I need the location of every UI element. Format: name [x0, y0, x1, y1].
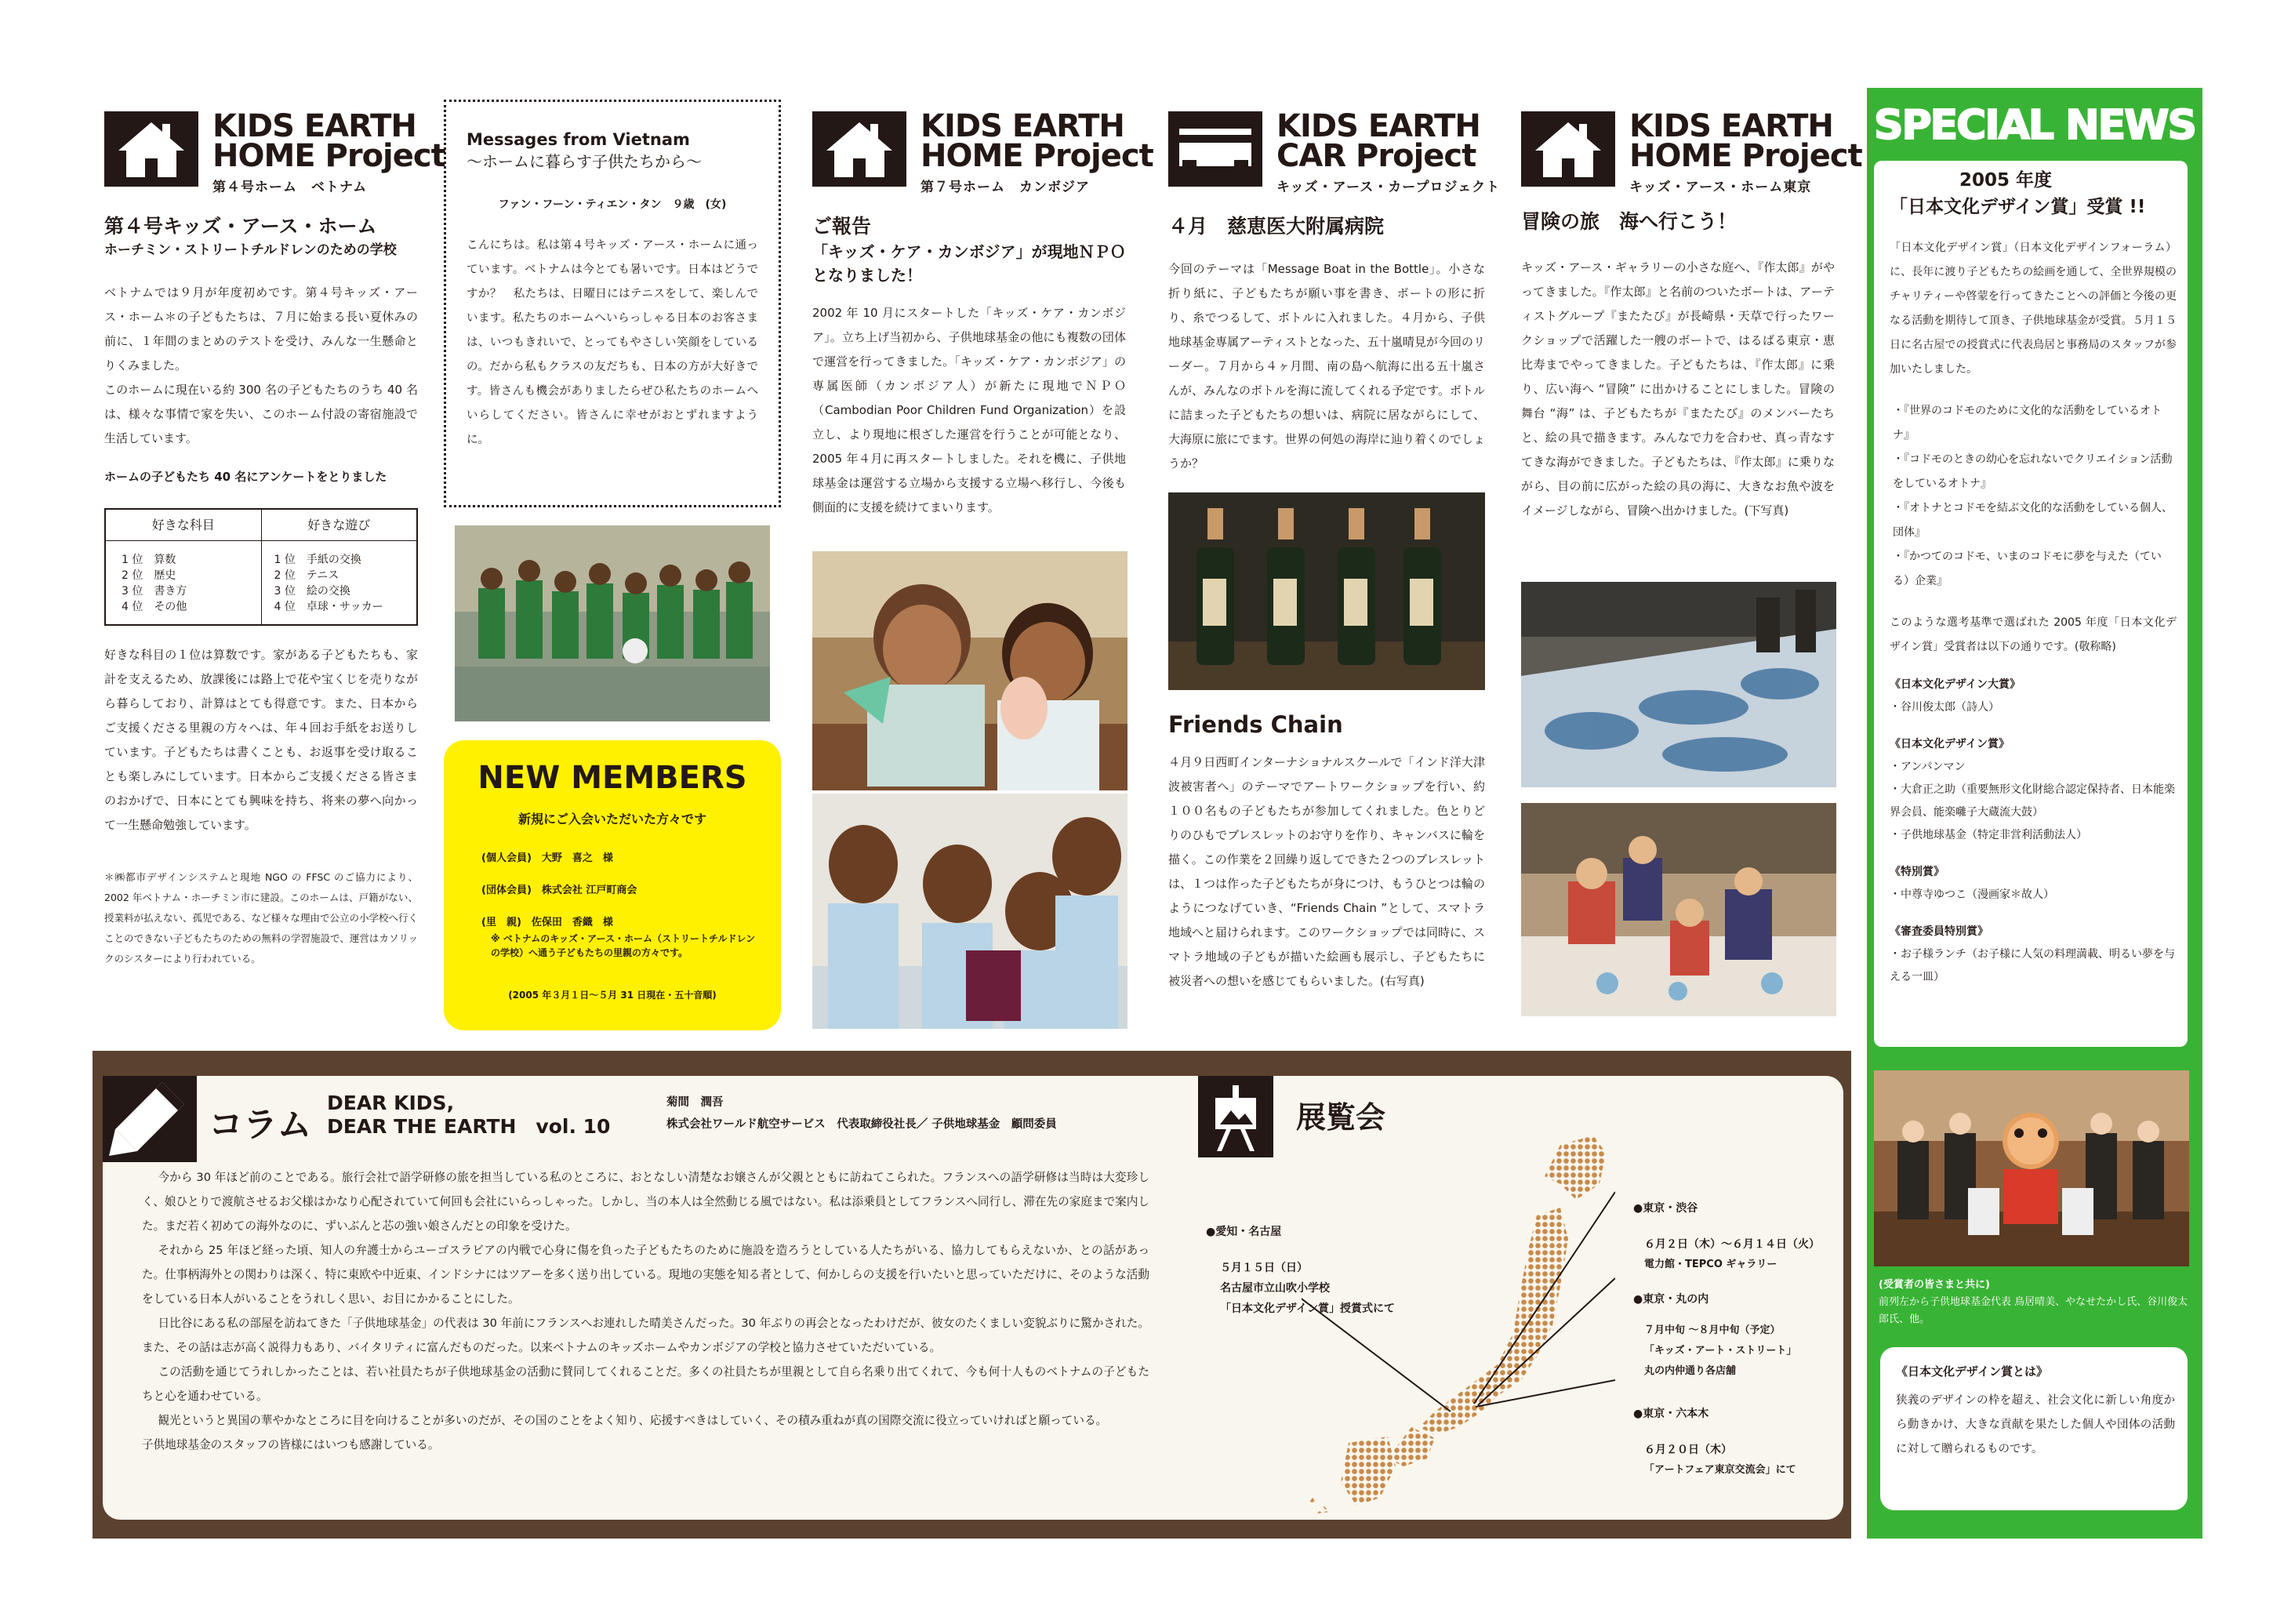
new-members-subtitle: 新規にご入会いただいた方々です — [517, 812, 706, 827]
car-icon — [1168, 111, 1262, 187]
table-cell: 4 位 卓球・サッカー — [274, 601, 383, 613]
exhibition-venue: 名古屋市立山吹小学校 — [1220, 1282, 1330, 1295]
member-note: ※ ベトナムのキッズ・アース・ホーム（ストリートチルドレンの学校）へ通う子どもたちの里親の方々です。 — [491, 933, 756, 958]
messages-subtitle: ～ホームに暮らす子供たちから～ — [467, 152, 702, 171]
easel-icon — [1198, 1076, 1273, 1157]
header-line1: KIDS EARTH — [1629, 108, 1833, 144]
award-winner: ・お子様ランチ（お子様に人気の料理満載、明るい夢を与える一皿） — [1890, 948, 2175, 983]
column-title-line1: DEAR KIDS, — [327, 1092, 455, 1114]
award-about-title: 《日本文化デザイン賞とは》 — [1896, 1364, 2048, 1379]
house-icon — [104, 111, 198, 187]
award-winner: ・大倉正之助（重要無形文化財総合認定保持者、日本能楽界会員、能楽囃子大蔵流大鼓） — [1890, 783, 2175, 819]
special-news-banner: SPECIAL NEWS — [1874, 102, 2195, 149]
photo-caption-head: (受賞者の皆さまと共に) — [1879, 1279, 1990, 1291]
survey-title: ホームの子どもたち 40 名にアンケートをとりました — [104, 470, 387, 484]
sea-painting-photo — [1521, 582, 1836, 787]
header-line2: CAR Project — [1276, 138, 1476, 174]
header-line1: KIDS EARTH — [1276, 108, 1480, 144]
friends-chain-title: Friends Chain — [1168, 711, 1343, 738]
tokyo-article — [1521, 209, 1835, 523]
member-line: (里 親) 佐保田 香織 様 — [481, 917, 613, 928]
table-cell: 4 位 その他 — [122, 601, 187, 613]
body-text: このホームに現在いる約 300 名の子どもたちのうち 40 名は、様々な事情で家を失い、このホーム付設の寄宿施設で生活しています。 — [104, 383, 418, 445]
award-category: 《特別賞》 — [1890, 866, 1944, 878]
award-title: 「日本文化デザイン賞」受賞 !! — [1890, 197, 2146, 217]
house-icon — [1521, 111, 1615, 187]
photo-caption-text: 前列左から子供地球基金代表 鳥居晴美、やなせたかし氏、谷川俊太郎氏、他。 — [1879, 1296, 2188, 1325]
column-paragraph: 今から 30 年ほど前のことである。旅行会社で語学研修の旅を担当している私のところに、おとなしい清楚なお嬢さんが父親とともに訪ねてこられた。フランスへの語学研修は当時は大変珍しく、娘ひとりで渡航させるお父様はかなり心配されていて何回も会社にいらっしゃった。しかし、当の本人は全然動じる風ではない。私は添乗員としてフランスへ同行し、滞在先の家庭まで案内した。まだ若く初めての海外なのに、ずいぶんと芯の強い娘さんだとの印象を受けた。 — [142, 1171, 1149, 1233]
table-cell: 2 位 歴史 — [122, 569, 176, 582]
article-title: 第４号キッズ・アース・ホーム — [104, 215, 377, 238]
house-icon — [812, 111, 906, 187]
award-winner: ・子供地球基金（特定非営利活動法人） — [1890, 829, 2087, 841]
column-paragraph: それから 25 年ほど経った頃、知人の弁護士からユーゴスラビアの内戦で心身に傷を負った子どもたちのために施設を造ろうとしている人たちがいる、協力してもらえないか、との話があった。仕事柄海外との関わりは深く、特に東欧や中近東、インドシナにはツアーを多く送り出している。現地の実態を知る者として、何かしらの支援を行いたいと思っていただけに、そのような活動をしている日本人がいることをうれしく思い、お目にかかることにした。 — [142, 1244, 1149, 1306]
exhibition-location: ●東京・丸の内 — [1633, 1293, 1709, 1306]
header-line2: HOME Project — [920, 138, 1153, 174]
exhibition-date: ５月１５日（日） — [1220, 1262, 1308, 1274]
exhibition-venue: 「キッズ・アート・ストリート」 — [1644, 1345, 1797, 1357]
header-line3: キッズ・アース・ホーム東京 — [1629, 180, 1812, 195]
bottles-photo — [1168, 492, 1485, 690]
new-members-box — [444, 740, 781, 1030]
vietnam-article — [104, 213, 418, 487]
exhibition-shibuya — [1633, 1198, 1861, 1275]
vietnam-header — [104, 108, 445, 195]
column-paragraph: この活動を通じてうれしかったことは、若い社員たちが子供地球基金の活動に賛同してくれることだ。多くの社員たちが里親として自ら名乗り出てくれて、今も何十人ものベトナムの子どもたちと心を通わせている。 — [142, 1365, 1149, 1403]
exhibition-location: ●東京・渋谷 — [1633, 1202, 1698, 1215]
column-paragraph: 観光というと異国の華やかなところに目を向けることが多いのだが、その国のことをよく知り、応援すべきはしていく、その積み重ねが真の国際交流に役立っていければと願っている。 — [158, 1414, 1108, 1427]
body-text: 2002 年 10 月にスタートした「キッズ・ケア・カンボジア」。立ち上げ当初から、子供地球基金の他にも複数の団体で運営を行ってきました。「キッズ・ケア・カンボジア」の専属医師（カンボジア人）が新たに現地でＮＰＯ（Cambodian Poor Children Fund Organization）を設立し、より現地に根ざした運営を行うことが可能となり、2005 年４月に再スタートしました。それを機に、子供地球基金は運営する立場から支援する立場へ移行し、今後も側面的に支援を続けてまいります。 — [812, 306, 1126, 514]
header-line1: KIDS EARTH — [212, 108, 416, 144]
exhibition-roppongi — [1633, 1404, 1861, 1480]
body-text: キッズ・アース・ギャラリーの小さな庭へ、『作太郎』がやってきました。『作太郎』と名前のついたボートは、アーティストグループ『またたび』が長崎県・天草で行ったワークショップで活躍した一艘のボートで、はるばる東京・恵比寿までやってきました。子どもたちは、『作太郎』に乗り、広い海へ “冒険” に出かけることにしました。冒険の舞台 “海” は、子どもたちが『またたび』のメンバーたちと、絵の具で描きます。みんなで力を合わせ、真っ青なすてきな海ができました。子どもたちは、『作太郎』に乗りながら、目の前に広がった絵の具の海に、大きなお魚や波をイメージしながら、冒険へ出かけました。(下写真) — [1521, 260, 1835, 518]
header-line2: HOME Project — [1629, 138, 1862, 174]
exhibition-venue: 丸の内仲通り各店舗 — [1644, 1365, 1737, 1377]
article-title: 冒険の旅 海へ行こう！ — [1521, 210, 1738, 233]
table-cell: 1 位 算数 — [122, 554, 176, 566]
header-line3: 第４号ホーム ベトナム — [212, 180, 368, 195]
exhibition-date: ７月中旬 ～８月中旬（予定） — [1644, 1324, 1781, 1336]
vietnam-children-photo — [455, 525, 770, 721]
award-intro: 「日本文化デザイン賞」（日本文化デザインフォーラム）に、長年に渡り子どもたちの絵画を通して、全世界規模のチャリティーや啓蒙を行ってきたことへの評価と今後の更なる活動を期待して頂き、子供地球基金が受賞。５月１５日に名古屋での授賞式に代表鳥居と事務局のスタッフが参加いたしました。 — [1890, 242, 2177, 376]
author-title: 株式会社ワールド航空サービス 代表取締役社長／ 子供地球基金 顧問委員 — [666, 1118, 1057, 1131]
footnote: ＊㈱都市デザインシステムと現地 NGO の FFSC のご協力により、2002 年ベトナム・ホーチミン市に建設。このホームは、戸籍がない、授業料が払えない、孤児である、など様々な理由で公立の小学校へ行くことのできない子どもたちのための無料の学習施設で、運営はカソリックのシスターにより行われている。 — [104, 871, 419, 965]
body-text: 好きな科目の１位は算数です。家がある子どもたちも、家計を支えるため、放課後には路上で花や宝くじを売りながら暮らしており、計算はとても得意です。また、日本からご支援くださる里親の方々へは、年４回お手紙をお送りしています。子どもたちは書くことも、お返事を受け取ることも楽しみにしています。日本からご支援くださる皆さまのおかげで、日本にとても興味を持ち、将来の夢へ向かって一生懸命勉強しています。 — [104, 648, 418, 832]
messages-author: ファン・フーン・ティエン・タン ９歳 (女) — [498, 198, 727, 211]
survey-table — [104, 508, 418, 626]
car-article — [1168, 213, 1485, 476]
table-header: 好きな遊び — [262, 510, 417, 541]
exhibition-location: ●愛知・名古屋 — [1206, 1226, 1282, 1238]
exhibition-marunouchi — [1633, 1289, 1861, 1382]
table-header: 好きな科目 — [106, 510, 261, 541]
pencil-icon — [103, 1076, 197, 1162]
table-cell: 3 位 絵の交換 — [274, 585, 350, 598]
column-author — [666, 1092, 1057, 1135]
workshop-photo — [1521, 803, 1836, 1016]
vietnam-article-cont — [104, 643, 418, 969]
exhibition-venue: 電力館・TEPCO ギャラリー — [1644, 1259, 1777, 1270]
award-about-box — [1880, 1347, 2188, 1510]
exhibition-date: ６月２０日（木） — [1644, 1444, 1732, 1456]
article-subtitle: ホーチミン・ストリートチルドレンのための学校 — [104, 242, 397, 258]
header-line3: 第７号ホーム カンボジア — [920, 180, 1090, 195]
criteria-item: ・『コドモのときの幼心を忘れないでクリエイション活動をしているオトナ』 — [1893, 453, 2173, 490]
body-text: ４月９日西町インターナショナルスクールで「インド洋大津波被害者へ」のテーマでアートワークショップを行い、約１００名もの子どもたちが参加してくれました。色とりどりのひもでブレスレットのお守りを作り、キャンバスに輪を描く。この作業を２回繰り返してできた２つのブレスレットは、１つは作った子どもたちが身につけ、もうひとつは輪のようにつなげていき、“Friends Chain ”として、スマトラ地域へと届けられます。このワークショップでは同時に、スマトラ地域の子どもが描いた絵画も展示し、子どもたちに被災者への想いを感じてもらいました。(右写真) — [1168, 755, 1485, 988]
award-winner: ・谷川俊太郎（詩人） — [1890, 701, 1999, 714]
header-line1: KIDS EARTH — [920, 108, 1124, 144]
member-period: (2005 年３月１日～５月 31 日現在・五十音順) — [508, 990, 717, 1001]
award-category: 《審査委員特別賞》 — [1890, 925, 1988, 938]
article-title: ご報告 — [812, 215, 872, 238]
article-title: ４月 慈恵医大附属病院 — [1168, 215, 1385, 238]
member-line: (団体会員) 株式会社 江戸町商会 — [481, 885, 637, 896]
exhibition-location: ●東京・六本木 — [1633, 1408, 1709, 1420]
article-subtitle: 「キッズ・ケア・カンボジア」が現地ＮＰＯとなりました！ — [812, 242, 1126, 285]
tokyo-header — [1521, 108, 1862, 195]
criteria-item: ・『世界のコドモのために文化的な活動をしているオトナ』 — [1893, 405, 2162, 441]
friends-chain-article — [1168, 711, 1485, 994]
award-category: 《日本文化デザイン賞》 — [1890, 738, 2010, 750]
column-body — [142, 1165, 1149, 1457]
header-line2: HOME Project — [212, 138, 445, 174]
column-paragraph: 日比谷にある私の部屋を訪ねてきた「子供地球基金」の代表は 30 年前にフランスへお連れした晴美さんだった。30 年ぶりの再会となったわけだが、彼女のたくましい変貌ぶりに驚かされた。また、その話は志が高く説得力もあり、バイタリティに富んだものだった。以来ベトナムのキッズホームやカンボジアの学校と協力させていただいている。 — [142, 1317, 1149, 1354]
header-line3: キッズ・アース・カープロジェクト — [1276, 180, 1501, 195]
japan-map — [1302, 1129, 1615, 1521]
table-cell: 1 位 手紙の交換 — [274, 554, 361, 566]
award-year: 2005 年度 — [1959, 170, 2053, 191]
messages-body: こんにちは。私は第４号キッズ・アース・ホームに通っています。ベトナムは今とても暑いです。日本はどうですか？ 私たちは、日曜日にはテニスをして、楽しんでいます。私たちのホームへいらっしゃる日本のお客さまは、いつもきれいで、とってもやさしい笑顔をしているの。だから私もクラスの友だちも、日本の方が大好きです。皆さんも機会がありましたらぜひ私たちのホームへいらしてください。皆さんに幸せがおとずれますように。 — [467, 239, 758, 446]
body-text: ベトナムでは９月が年度初めです。第４号キッズ・アース・ホーム＊の子どもたちは、７月に始まる長い夏休みの前に、１年間のまとめのテストを受け、みんな一生懸命とりくみました。 — [104, 285, 418, 372]
special-news-card — [1874, 161, 2188, 1047]
cambodia-article — [812, 213, 1126, 520]
member-line: (個人会員) 大野 喜之 様 — [481, 852, 613, 864]
messages-box — [444, 100, 781, 507]
criteria-item: ・『オトナとコドモを結ぶ文化的な活動をしている個人、団体』 — [1893, 502, 2173, 539]
exhibition-date: ６月２日（木）～６月１４日（火） — [1644, 1238, 1820, 1251]
exhibition-aichi — [1206, 1222, 1465, 1319]
cambodia-photo-2 — [812, 794, 1127, 1029]
cambodia-header — [812, 108, 1153, 195]
award-winners-photo — [1874, 1070, 2189, 1266]
table-cell: 2 位 テニス — [274, 569, 340, 582]
photo-caption — [1879, 1277, 2192, 1328]
column-label: コラム — [209, 1105, 312, 1145]
column-paragraph: 子供地球基金のスタッフの皆様にはいつも感謝している。 — [142, 1438, 440, 1451]
column-title — [327, 1092, 610, 1139]
author-name: 菊間 潤吾 — [666, 1096, 724, 1109]
table-cell: 3 位 書き方 — [122, 585, 187, 598]
award-winner: ・中尊寺ゆつこ（漫画家＊故人） — [1890, 888, 2054, 901]
criteria-item: ・『かつてのコドモ、いまのコドモに夢を与えた（ている）企業』 — [1893, 550, 2162, 587]
column-title-line2: DEAR THE EARTH vol. 10 — [327, 1115, 611, 1138]
award-category: 《日本文化デザイン大賞》 — [1890, 678, 2021, 691]
exhibition-venue: 「日本文化デザイン賞」授賞式にて — [1220, 1302, 1396, 1315]
messages-title: Messages from Vietnam — [467, 130, 690, 149]
award-winner: ・アンパンマン — [1890, 761, 1966, 773]
exhibition-venue: 「アートフェア東京交流会」にて — [1644, 1464, 1796, 1476]
exhibition-title: 展覧会 — [1296, 1100, 1386, 1135]
selection-text: このような選考基準で選ばれた 2005 年度「日本文化デザイン賞」受賞者は以下の通りです。(敬称略) — [1890, 616, 2177, 653]
cambodia-photo-1 — [812, 551, 1127, 790]
car-header — [1168, 108, 1501, 195]
body-text: 今回のテーマは「Message Boat in the Bottle」。小さな折り紙に、子どもたちが願い事を書き、ボートの形に折り、糸でつるして、ボトルに入れました。４月から、子供地球基金専属アーティストとなった、五十嵐晴見が今回のリーダー。７月から４ヶ月間、南の島へ航海に出る五十嵐さんが、みんなのボトルを海に流してくれる予定です。ボトルに詰まった子どもたちの想いは、病院に居ながらにして、大海原に旅にでます。世界の何処の海岸に辿り着くのでしょうか？ — [1168, 262, 1485, 470]
award-about-body: 狭義のデザインの枠を超え、社会文化に新しい角度から動きかけ、大きな貢献を果たした個人や団体の活動に対して贈られるものです。 — [1896, 1394, 2175, 1455]
new-members-title: NEW MEMBERS — [477, 760, 747, 796]
